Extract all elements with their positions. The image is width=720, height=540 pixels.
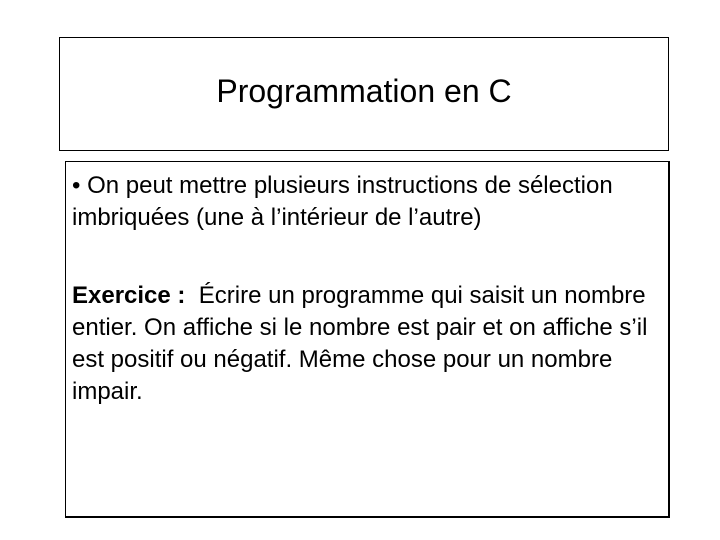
bullet-text: On peut mettre plusieurs instructions de sélection imbriquées (une à l’intérieur de l’autre) [72, 172, 613, 231]
bullet-symbol: • [72, 172, 81, 199]
bullet-paragraph [72, 170, 662, 234]
exercise-paragraph [72, 280, 662, 408]
content-box [65, 161, 670, 518]
exercise-text: Écrire un programme qui saisit un nombre entier. On affiche si le nombre est pair et on affiche s’il est positif ou négatif. Même chose pour un nombre impair. [72, 282, 648, 405]
title-box [59, 37, 669, 151]
exercise-label: Exercice : [72, 282, 186, 309]
slide-title: Programmation en C [216, 73, 512, 109]
